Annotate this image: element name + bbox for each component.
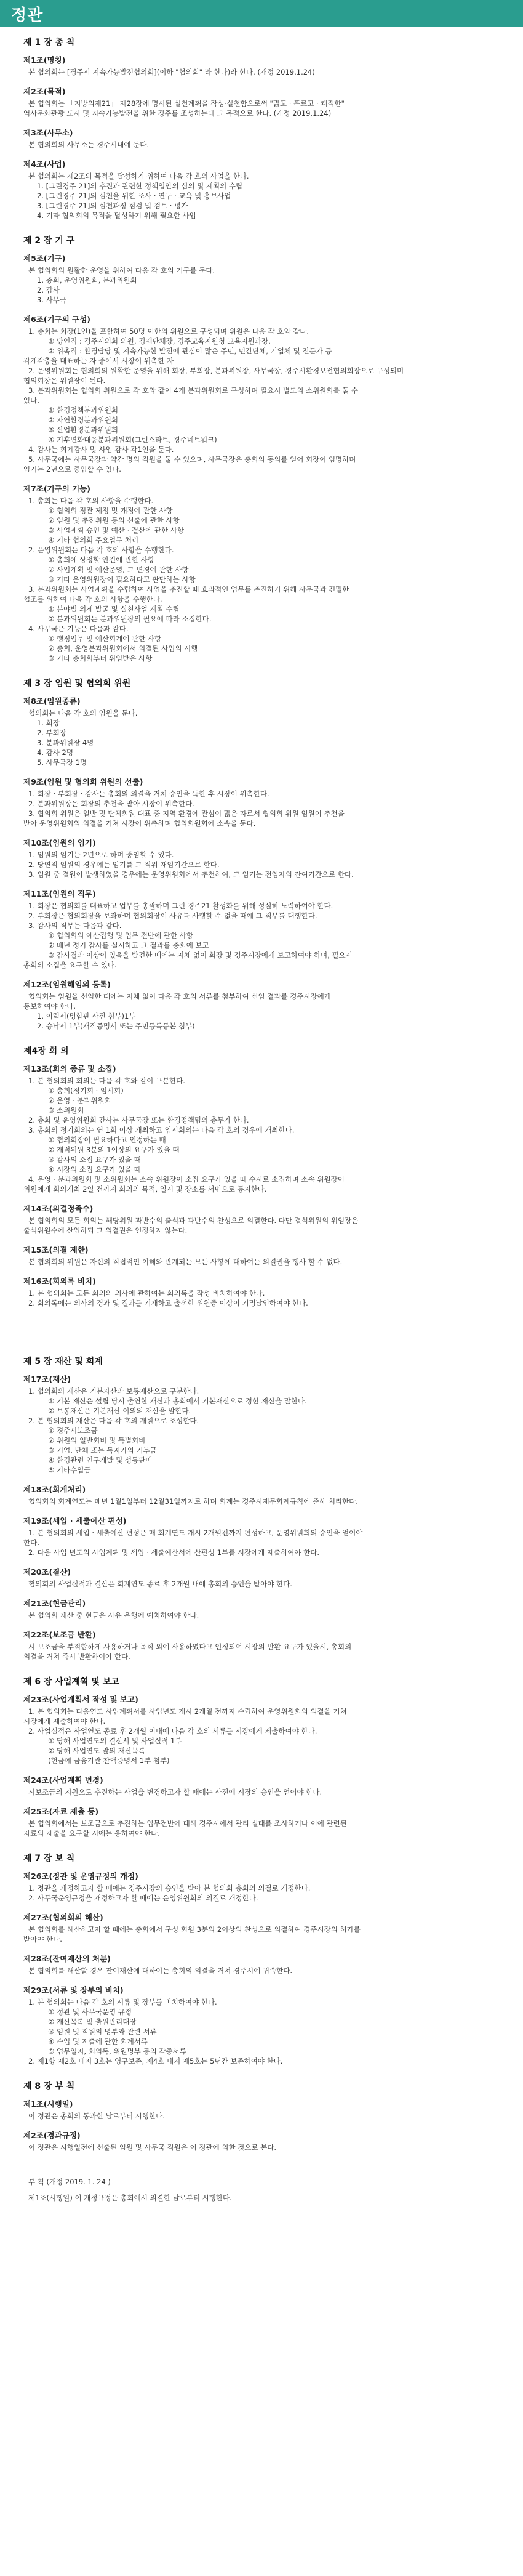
article-line: ② 재적위원 3분의 1이상의 요구가 있을 때 <box>48 1145 180 1154</box>
article-line: ① 총회(정기회 · 임시회) <box>48 1086 124 1095</box>
article-line: ③ 감사결과 이상이 있음을 발견한 때에는 지체 없이 회장 및 경주시장에게 보고하여야 하며, 필요시 <box>48 951 353 959</box>
article-line: ② 사업계획 및 예산운영, 그 변경에 관한 사항 <box>48 565 189 574</box>
footer-supplementary-heading: 부 칙 (개정 2019. 1. 24 ) <box>28 2178 111 2186</box>
article-title: 제22조(보조금 반환) <box>23 1630 96 1639</box>
article <box>23 2130 500 2152</box>
article <box>23 2098 500 2121</box>
article-line: ① 행정업무 및 예산회계에 관한 사항 <box>48 634 162 643</box>
article-line: 5. 사무국에는 사무국장과 약간 명의 직원을 둘 수 있으며, 사무국장은 총회의 동의를 얻어 회장이 임명하며 <box>28 455 356 464</box>
article-line: 1. 회장 <box>37 719 60 727</box>
article-line: 2. 사업실적은 사업연도 종료 후 2개월 이내에 다음 각 호의 서류를 시장에게 제출하여야 한다. <box>28 1727 317 1735</box>
article-line: 본 협의회의 위원은 자신의 직접적인 이해와 관계되는 모든 사항에 대하여는 의결권을 행사 할 수 없다. <box>28 1258 343 1266</box>
article <box>23 1597 500 1620</box>
article-line: ① 협의회장이 필요하다고 인정하는 때 <box>48 1136 166 1144</box>
article-line: 3. 협의회 위원은 일반 및 단체회원 대표 중 지역 환경에 관심이 많은 자로서 협의회 위원 임원이 추천을 <box>28 809 345 818</box>
article-line: 1. 본 협의회는 다음 각 호의 서류 및 장부를 비치하여야 한다. <box>28 1998 217 2006</box>
article-title: 제7조(기구의 기능) <box>23 484 91 493</box>
article-line: ③ 산업환경분과위원회 <box>48 426 118 434</box>
article-title: 제2조(경과규정) <box>23 2131 81 2140</box>
article-line: 협의회의 회계연도는 매년 1월1일부터 12월31일까지로 하며 회계는 경주시재무회계규칙에 준해 처리한다. <box>28 1497 358 1506</box>
article-line: ② 위촉직 : 환경담당 및 지속가능한 발전에 관심이 많은 주민, 민간단체, 기업체 및 전문가 등 <box>48 347 332 355</box>
article-line: 3. 분과위원회는 사업계획을 수립하여 사업을 추진할 때 효과적인 업무를 추진하기 위해 사무국과 긴밀한 <box>28 585 349 594</box>
article-line: 2. 분과위원장은 회장의 추천을 받아 시장이 위촉한다. <box>28 799 194 808</box>
article-line: 2. 제1항 제2호 내지 3호는 영구보존, 제4호 내지 제5호는 5년간 보존하여야 한다. <box>28 2057 283 2065</box>
article-line: 3. 분과위원회는 협의회 위원으로 각 호와 같이 4개 분과위원회로 구성하며 필요시 별도의 소위원회를 둘 수 <box>28 386 359 395</box>
article-line: 본 협의회는 제2조의 목적을 달성하기 위하여 다음 각 호의 사업을 한다. <box>28 172 249 180</box>
article-line: ③ 임원 및 직원의 명부와 관련 서류 <box>48 2027 157 2036</box>
article-line: 협의회는 다음 각 호의 임원을 둔다. <box>28 709 138 717</box>
article-line: 3. 감사의 직무는 다음과 같다. <box>28 921 122 930</box>
article <box>23 776 500 828</box>
article <box>23 1566 500 1589</box>
article-line: ③ 사업계획 승인 및 예산 · 결산에 관한 사항 <box>48 526 184 535</box>
article-title: 제11조(임원의 직무) <box>23 889 96 898</box>
article-line: 본 협의회는 [경주시 지속가능발전협의회](이하 "협의회" 라 한다)라 한다. (개정 2019.1.24) <box>28 68 315 76</box>
article <box>23 158 500 220</box>
article-title: 제10조(임원의 임기) <box>23 838 96 847</box>
article-line: ① 총회에 상정할 안건에 관한 사항 <box>48 555 155 564</box>
chapter-heading: 제 3 장 임원 및 협의회 위원 <box>23 679 131 688</box>
article-line: 3. 사무국 <box>37 296 66 304</box>
article-line: ② 보통재산은 기본재산 이외의 재산을 말한다. <box>48 1407 191 1415</box>
article-line: 본 협의회를 해산할 경우 잔여재산에 대하여는 총회의 의결을 거쳐 경주시에 귀속한다. <box>28 1966 293 1975</box>
article-line: ② 자연환경분과위원회 <box>48 416 118 424</box>
article-line: 받아 운영위원회의 의결을 거쳐 시장이 위촉하며 협의회원회에 소속을 둔다. <box>23 819 256 828</box>
article <box>23 1870 500 1903</box>
article-title: 제2조(목적) <box>23 87 66 96</box>
article-line: ① 협의회 정관 제정 및 개정에 관한 사항 <box>48 506 173 515</box>
article-title: 제13조(회의 종류 및 소집) <box>23 1064 116 1073</box>
article-line: 4. 운영 · 분과위원회 및 소위원회는 소속 위원장이 소집 요구가 있을 때 수시로 소집하며 소속 위원장이 <box>28 1175 345 1184</box>
article-line: 있다. <box>23 396 39 405</box>
article-line: ① 정관 및 사무국운영 규정 <box>48 2008 132 2016</box>
article <box>23 313 500 474</box>
article-title: 제24조(사업계획 변경) <box>23 1775 103 1785</box>
article-title: 제20조(결산) <box>23 1567 71 1577</box>
article-line: ① 협의회의 예산집행 및 업무 전반에 관한 사항 <box>48 931 193 940</box>
article-line: 5. 사무국장 1명 <box>37 758 87 767</box>
article-line: 1. [그린경주 21]의 추진과 관련한 정책입안의 심의 및 계획의 수립 <box>37 182 243 190</box>
article-line: ③ 감사의 소집 요구가 있을 때 <box>48 1155 141 1164</box>
article-line: 1. 총회는 다음 각 호의 사항을 수행한다. <box>28 496 154 505</box>
article-title: 제19조(세입 · 세출예산 편성) <box>23 1516 127 1525</box>
article-title: 제28조(잔여재산의 처분) <box>23 1954 111 1963</box>
article-line: 2. 총회 및 운영위원회 간사는 사무국장 또는 환경정책팀의 총무가 한다. <box>28 1116 249 1124</box>
article-line: 4. 감사는 회계감사 및 사업 감사 각1인을 둔다. <box>28 445 174 454</box>
article <box>23 695 500 767</box>
article-line: ② 위원의 일반회비 및 특별회비 <box>48 1436 146 1445</box>
article-line: ④ 수입 및 지출에 관한 회계서류 <box>48 2037 148 2046</box>
article-title: 제23조(사업계획서 작성 및 보고) <box>23 1695 138 1704</box>
article-line: ④ 기타 협의회 주요업무 처리 <box>48 536 139 544</box>
article <box>23 979 500 1031</box>
article-line: ② 운영 · 분과위원회 <box>48 1096 111 1105</box>
article-line: 2. 본 협의회의 재산은 다음 각 호의 재원으로 조성한다. <box>28 1416 199 1425</box>
article-line: 2. 부회장 <box>37 729 66 737</box>
article-line: 이 정관은 총회의 통과한 날로부터 시행한다. <box>28 2112 165 2120</box>
article-line: ① 분야별 의제 발굴 및 실천사업 계획 수립 <box>48 605 180 613</box>
article-line: 자료의 제출을 요구할 시에는 응하여야 한다. <box>23 1829 160 1838</box>
article <box>23 252 500 305</box>
article-title: 제16조(회의록 비치) <box>23 1277 96 1286</box>
article-line: 본 협의회는 「지방의제21」 제28장에 명시된 실천계획을 작성·실천함으로써 "맑고 · 푸르고 · 쾌적한" <box>28 99 345 108</box>
article-line: 역사문화관광 도시 및 지속가능발전을 위한 경주를 조성하는데 그 목적으로 한다. (개정 2019.1.24) <box>23 109 332 118</box>
article-title: 제1조(시행일) <box>23 2099 73 2109</box>
article-line: 1. 본 협의회의 세입 · 세출예산 편성은 매 회계연도 개시 2개월전까지 편성하고, 운영위원회의 승인을 얻어야 <box>28 1528 363 1537</box>
article-line: ② 분과위원회는 분과위원장의 필요에 따라 소집한다. <box>48 615 212 623</box>
article-line: 1. 본 협의회는 다음연도 사업계획서를 사업년도 개시 2개월 전까지 수립하여 운영위원회의 의결을 거쳐 <box>28 1707 347 1716</box>
article-title: 제26조(정관 및 운영규정의 개정) <box>23 1871 138 1881</box>
article-title: 제9조(임원 및 협의회 위원의 선출) <box>23 777 143 786</box>
article-line: 2. 다음 사업 년도의 사업계획 및 세입 · 세출예산서에 산편성 1부를 시장에게 제출하여야 한다. <box>28 1548 320 1557</box>
article <box>23 127 500 150</box>
article-line: 1. 총회, 운영위원회, 분과위원회 <box>37 276 137 285</box>
chapter-heading: 제 7 장 보 칙 <box>23 1854 75 1863</box>
article-line: 의결을 거쳐 즉시 반환하여야 한다. <box>23 1652 130 1661</box>
article-line: 본 협의회를 해산하고자 할 때에는 총회에서 구성 회원 3분의 2이상의 찬성으로 의결하여 경주시장의 허가를 <box>28 1925 361 1934</box>
article-line: ① 기본 재산은 설립 당시 출연한 재산과 총회에서 기본재산으로 정한 재산을 말한다. <box>48 1397 307 1405</box>
article <box>23 837 500 879</box>
article-line: ① 당연직 : 경주시의회 의원, 경제단체장, 경주교육지원청 교육지원과장, <box>48 337 271 345</box>
article <box>23 86 500 118</box>
article-line: 1. 회장 · 부회장 · 감사는 총회의 의결을 거쳐 승인을 득한 후 시장이 위촉한다. <box>28 789 269 798</box>
article-line: 임기는 2년으로 중임할 수 있다. <box>23 465 121 474</box>
footer-supplementary-text: 제1조(시행일) 이 개정규정은 총회에서 의결한 날로부터 시행한다. <box>28 2194 232 2202</box>
article <box>23 1806 500 1838</box>
article-line: ① 당해 사업연도의 결산서 및 사업실적 1부 <box>48 1737 182 1745</box>
article-line: 3. 분과위원장 4명 <box>37 738 94 747</box>
article <box>23 483 500 663</box>
article-line: 본 협의회의 사무소는 경주시내에 둔다. <box>28 140 150 149</box>
article <box>23 1984 500 2066</box>
chapter-heading: 제 1 장 총 칙 <box>23 38 75 47</box>
article-line: ④ 시장의 소집 요구가 있을 때 <box>48 1165 141 1174</box>
section-spacer <box>23 1317 500 1341</box>
chapter-heading: 제 6 장 사업계획 및 보고 <box>23 1677 119 1687</box>
article-title: 제27조(협의회의 해산) <box>23 1913 103 1922</box>
article-line: 받아야 한다. <box>23 1935 62 1944</box>
document-body <box>0 27 523 2152</box>
article-line: 2. 운영위원회는 협의회의 원활한 운영을 위해 회장, 부회장, 분과위원장, 사무국장, 경주시환경보전협의회장으로 구성되며 <box>28 366 404 375</box>
article-line: 2. 운영위원회는 다음 각 호의 사항을 수행한다. <box>28 546 174 554</box>
article-title: 제12조(임원해임의 등록) <box>23 980 111 989</box>
article-line: 시 보조금을 부적합하게 사용하거나 목적 외에 사용하였다고 인정되어 시장의 반환 요구가 있을시, 총회의 <box>28 1642 352 1651</box>
article-line: ③ 기타 운영위원장이 필요하다고 판단하는 사항 <box>48 575 196 584</box>
article <box>23 54 500 77</box>
article-line: 2. 승낙서 1부(재직증명서 또는 주민등록등본 첨부) <box>37 1022 195 1030</box>
article-title: 제4조(사업) <box>23 159 66 169</box>
article-title: 제6조(기구의 구성) <box>23 315 91 324</box>
article <box>23 1912 500 1944</box>
article-line: ② 재산목록 및 출원관리대장 <box>48 2017 137 2026</box>
article <box>23 1063 500 1194</box>
article-line: 2. 부회장은 협의회장을 보좌하며 협의회장이 사유를 사행할 수 없을 때에 그 직무를 대행한다. <box>28 911 317 920</box>
article-line: 시보조금의 지원으로 추진하는 사업을 변경하고자 할 때에는 사전에 시장의 승인을 얻어야 한다. <box>28 1788 322 1796</box>
article-line: 2. 당연직 임원의 경우에는 임기를 그 직위 재임기간으로 한다. <box>28 860 220 869</box>
article-line: 출석위원수에 산입하되 그 의결권은 인정하지 않는다. <box>23 1226 188 1235</box>
article-line: ③ 소위원회 <box>48 1106 84 1115</box>
article-line: 1. 이력서(명함판 사진 첨부)1부 <box>37 1012 136 1020</box>
article-line: 1. 정관을 개정하고자 할 때에는 경주시장의 승인을 받아 본 협의회 총회의 의결로 개정한다. <box>28 1884 311 1892</box>
article-line: 2. 사무국운영규정을 개정하고자 할 때에는 운영위원회의 의결로 개정한다. <box>28 1894 258 1902</box>
article-line: ② 매년 정기 감사를 실시하고 그 결과를 총회에 보고 <box>48 941 209 950</box>
article-title: 제17조(재산) <box>23 1375 71 1384</box>
article-line: ② 총회, 운영분과위원회에서 의결된 사업의 시행 <box>48 644 198 653</box>
chapter-heading: 제 2 장 기 구 <box>23 236 75 246</box>
article-line: 1. 본 협의회의 회의는 다음 각 호와 같이 구분한다. <box>28 1076 185 1085</box>
article-title: 제3조(사무소) <box>23 128 73 137</box>
article-title: 제15조(의결 제한) <box>23 1245 89 1254</box>
chapter-heading: 제 5 장 재산 및 회계 <box>23 1357 103 1367</box>
article-line: ④ 기후변화대응분과위원회(그린스타트, 경주네트워크) <box>48 435 217 444</box>
article-line: 협의회는 임원을 선임한 때에는 지체 없이 다음 각 호의 서류를 첨부하여 선임 결과를 경주시장에게 <box>28 992 331 1001</box>
article <box>23 1953 500 1976</box>
article-title: 제8조(임원종류) <box>23 696 81 706</box>
article-title: 제29조(서류 및 장부의 비치) <box>23 1985 124 1995</box>
article <box>23 1203 500 1235</box>
article-title: 제25조(자료 제출 등) <box>23 1807 99 1816</box>
article <box>23 888 500 970</box>
article-line: ③ 기업, 단체 또는 독지가의 기부금 <box>48 1446 157 1455</box>
article-title: 제14조(의결정족수) <box>23 1204 94 1213</box>
article-line: 위원에게 회의개최 2일 전까지 회의의 목적, 일시 및 장소를 서면으로 통지한다. <box>23 1185 267 1193</box>
article-line: ③ 기타 총회회부터 위임받은 사항 <box>48 654 153 663</box>
article-line: 4. 사무국은 기능은 다음과 같다. <box>28 624 129 633</box>
article-title: 제1조(명칭) <box>23 55 66 65</box>
article-line: 본 협의회 재산 중 현금은 사유 은행에 예치하여야 한다. <box>28 1611 199 1620</box>
article-line: 본 협의회에서는 보조금으로 추진하는 업무전반에 대해 경주시에서 관리 실태를 조사하거나 이에 관련된 <box>28 1819 347 1828</box>
article-line: 2. [그린경주 21]의 실천을 위한 조사 · 연구 · 교육 및 홍보사업 <box>37 192 231 200</box>
article <box>23 1275 500 1308</box>
document-footer <box>0 2168 523 2203</box>
chapter-heading: 제4장 회 의 <box>23 1046 69 1056</box>
article-line: (현금에 금융기관 잔액증명서 1부 첨부) <box>48 1756 170 1765</box>
article-line: 통보하여야 한다. <box>23 1002 76 1011</box>
article-line: 이 정관은 시행일전에 선출된 임원 및 사무국 직원은 이 정관에 의한 것으로 본다. <box>28 2143 277 2152</box>
article-line: 4. 기타 협의회의 목적을 달성하기 위해 필요한 사업 <box>37 211 196 220</box>
article-line: 1. 총회는 회장(1인)을 포함하여 50명 이한의 위원으로 구성되며 위원은 다음 각 호와 같다. <box>28 327 309 336</box>
article-line: 본 협의회의 원활한 운영을 위하여 다음 각 호의 기구를 둔다. <box>28 266 215 275</box>
article-line: 협의회의 사업실적과 결산은 회계연도 종료 후 2개월 내에 총회의 승인을 받아야 한다. <box>28 1580 292 1588</box>
article-line: 4. 감사 2명 <box>37 748 73 757</box>
article-line: 2. 회의록에는 의사의 경과 및 결과를 기재하고 출석한 위원중 이상이 기명날인하여야 한다. <box>28 1299 308 1307</box>
header-bar <box>0 0 523 27</box>
article <box>23 1694 500 1766</box>
article <box>23 1629 500 1661</box>
article-line: ① 경주시보조금 <box>48 1426 98 1435</box>
article-line: ⑤ 기타수입금 <box>48 1466 91 1474</box>
article-line: 본 협의회의 모든 회의는 해당위원 과반수의 출석과 과반수의 찬성으로 의결한다. 다만 결석위원의 위임장은 <box>28 1216 359 1225</box>
article-line: 3. 총회의 정기회의는 연 1회 이상 개최하고 임시회의는 다음 각 호의 경우에 개최한다. <box>28 1126 295 1134</box>
article <box>23 1515 500 1557</box>
chapter-heading: 제 8 장 부 칙 <box>23 2081 75 2091</box>
article-line: ② 당해 사업연도 말의 재산목록 <box>48 1746 146 1755</box>
article-line: ⑤ 업무일지, 회의록, 위원명부 등의 각종서류 <box>48 2047 186 2056</box>
article <box>23 1244 500 1267</box>
article-line: 2. 감사 <box>37 286 60 294</box>
article-line: 1. 본 협의회는 모든 회의의 의사에 관하여는 회의록을 작성 비치하여야 한다. <box>28 1289 265 1298</box>
article-line: 총회의 소집을 요구할 수 있다. <box>23 961 117 969</box>
article-line: ④ 환경관련 연구개발 및 성동판매 <box>48 1456 153 1464</box>
article-title: 제21조(현금관리) <box>23 1599 86 1608</box>
article <box>23 1484 500 1506</box>
article-line: 협조를 위하여 다음 각 호의 사항을 수행한다. <box>23 595 162 604</box>
article-line: 3. [그린경주 21]의 실천과정 점검 및 검토 · 평가 <box>37 201 188 210</box>
article-line: 3. 임원 중 결원이 발생하였을 경우에는 운영위원회에서 추천하여, 그 임기는 전임자의 잔여기간으로 한다. <box>28 870 354 879</box>
page-title: 정관 <box>11 6 44 25</box>
article-line: 1. 회장은 협의회를 대표하고 업무를 총괄하며 그린 경주21 활성화를 위해 성실히 노력하여야 한다. <box>28 902 333 910</box>
article <box>23 1373 500 1475</box>
article-line: 한다. <box>23 1538 39 1547</box>
article-line: 각계각층을 대표하는 자 중에서 시장이 위촉한 자 <box>23 357 174 365</box>
article-title: 제18조(회계처리) <box>23 1485 86 1494</box>
article-line: 협의회장은 위원장이 된다. <box>23 376 106 385</box>
article-title: 제5조(기구) <box>23 254 66 263</box>
article-line: ① 환경정책분과위원회 <box>48 406 118 414</box>
article-line: 1. 협의회의 재산은 기본자산과 보통재산으로 구분한다. <box>28 1387 199 1395</box>
article-line: 1. 임원의 임기는 2년으로 하며 중임할 수 있다. <box>28 850 174 859</box>
article-line: ② 임원 및 추진위원 등의 선출에 관한 사항 <box>48 516 180 525</box>
article-line: 시장에게 제출하여야 한다. <box>23 1717 106 1726</box>
article <box>23 1774 500 1797</box>
